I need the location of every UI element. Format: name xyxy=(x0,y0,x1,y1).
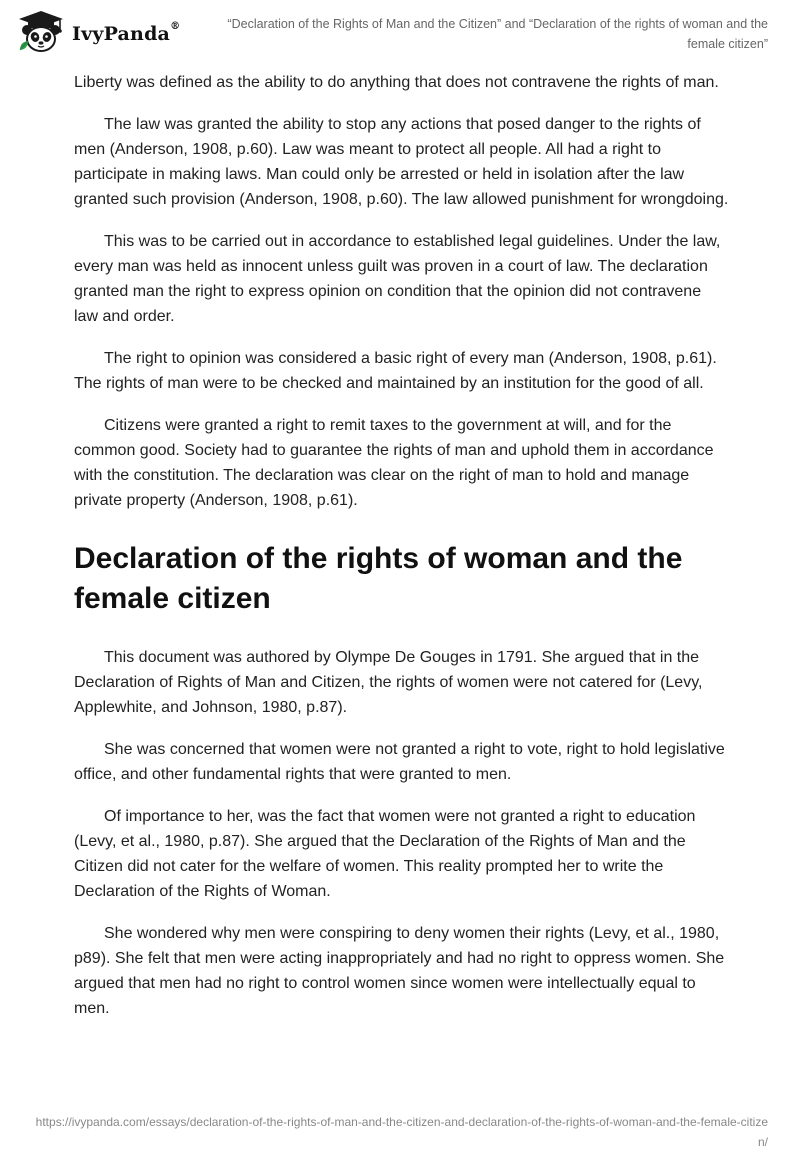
panda-graduation-cap-icon xyxy=(16,10,66,54)
source-url[interactable]: https://ivypanda.com/essays/declaration-of-the-rights-of-man-and-the-citizen-and-declaration-of-the-rights-of-woman-and-the-female-citizen/ xyxy=(35,1115,768,1149)
essay-body xyxy=(74,70,729,1038)
paragraph: Liberty was defined as the ability to do anything that does not contravene the rights of man. xyxy=(74,74,719,91)
paragraph: She wondered why men were conspiring to deny women their rights (Levy, et al., 1980, p89). She felt that men were acting inappropriately and had no right to oppress women. She argued that men had no right to control women since women were intellectually equal to men. xyxy=(74,925,725,1017)
paragraph: The right to opinion was considered a basic right of every man (Anderson, 1908, p.61). The rights of man were to be checked and maintained by an institution for the good of all. xyxy=(74,350,717,392)
registered-mark: ® xyxy=(170,21,181,32)
paragraph: This was to be carried out in accordance to established legal guidelines. Under the law, every man was held as innocent unless guilt was proven in a court of law. The declaration granted man the right to express opinion on condition that the opinion did not contravene law and order. xyxy=(74,233,721,325)
paragraph: Citizens were granted a right to remit taxes to the government at will, and for the common good. Society had to guarantee the rights of man and uphold them in accordance with the constitution. The declaration was clear on the right of man to hold and manage private property (Anderson, 1908, p.61). xyxy=(74,417,714,509)
paragraph: She was concerned that women were not granted a right to vote, right to hold legislative office, and other fundamental rights that were granted to men. xyxy=(74,741,725,783)
logo-text: IvyPanda® xyxy=(72,21,181,45)
paragraph: Of importance to her, was the fact that women were not granted a right to education (Levy, et al., 1980, p.87). She argued that the Declaration of the Rights of Man and the Citizen did not cater for the welfare of women. This reality prompted her to write the Declaration of the Rights of Woman. xyxy=(74,808,696,900)
document-title: “Declaration of the Rights of Man and the Citizen” and “Declaration of the rights of woman and the female citizen” xyxy=(227,17,768,51)
page-header xyxy=(0,0,800,64)
ivypanda-logo[interactable] xyxy=(16,10,180,54)
paragraph: This document was authored by Olympe De Gouges in 1791. She argued that in the Declaration of Rights of Man and Citizen, the rights of women were not catered for (Levy, Applewhite, and Johnson, 1980, p.87). xyxy=(74,649,703,716)
paragraph: The law was granted the ability to stop any actions that posed danger to the rights of men (Anderson, 1908, p.60). Law was meant to protect all people. All had a right to participate in making laws. Man could only be arrested or held in isolation after the law granted such provision (Anderson, 1908, p.60). The law allowed punishment for wrongdoing. xyxy=(74,116,729,208)
section-heading: Declaration of the rights of woman and the female citizen xyxy=(74,542,683,615)
